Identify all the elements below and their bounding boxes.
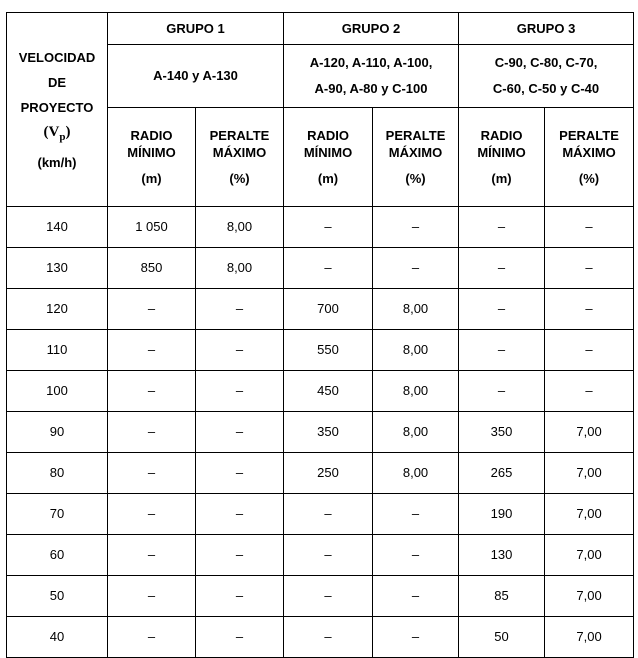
table-row — [7, 576, 634, 617]
velocidad-cell: 90 — [7, 412, 108, 453]
g2-radio-cell: 550 — [284, 330, 373, 371]
g2-peralte-cell: – — [373, 494, 459, 535]
g3-radio-cell: 130 — [459, 535, 545, 576]
g2-radio-cell: 250 — [284, 453, 373, 494]
g2-radio-cell: 450 — [284, 371, 373, 412]
table-row — [7, 207, 634, 248]
radio-header: RADIO MÍNIMO (m) — [108, 108, 196, 207]
g3-peralte-cell: 7,00 — [545, 412, 634, 453]
g2-peralte-cell: 8,00 — [373, 371, 459, 412]
table-row — [7, 248, 634, 289]
g3-radio-cell: – — [459, 248, 545, 289]
g1-peralte-cell: – — [196, 617, 284, 658]
g1-radio-cell: – — [108, 535, 196, 576]
g3-peralte-cell: 7,00 — [545, 617, 634, 658]
g1-radio-cell: – — [108, 289, 196, 330]
g1-peralte-cell: – — [196, 371, 284, 412]
table-row — [7, 330, 634, 371]
g1-radio-cell: – — [108, 453, 196, 494]
g1-peralte-cell: 8,00 — [196, 248, 284, 289]
table-row — [7, 412, 634, 453]
table-row — [7, 371, 634, 412]
g1-radio-cell: – — [108, 494, 196, 535]
g2-radio-cell: 350 — [284, 412, 373, 453]
g1-peralte-cell: – — [196, 330, 284, 371]
velocidad-cell: 140 — [7, 207, 108, 248]
velocidad-cell: 100 — [7, 371, 108, 412]
g1-peralte-cell: – — [196, 412, 284, 453]
g1-peralte-cell: – — [196, 494, 284, 535]
group-1-header: GRUPO 1 — [108, 13, 284, 45]
velocidad-cell: 70 — [7, 494, 108, 535]
g2-peralte-cell: 8,00 — [373, 453, 459, 494]
radius-superelevation-table — [6, 12, 634, 658]
velocidad-cell: 130 — [7, 248, 108, 289]
table-row — [7, 494, 634, 535]
group-2-classes: A-120, A-110, A-100, A-90, A-80 y C-100 — [284, 45, 459, 108]
g2-peralte-cell: 8,00 — [373, 289, 459, 330]
velocidad-header-cell — [7, 13, 108, 207]
g3-radio-cell: 265 — [459, 453, 545, 494]
g2-radio-cell: – — [284, 248, 373, 289]
table-row — [7, 535, 634, 576]
velocidad-label: VELOCIDAD — [18, 49, 96, 65]
radio-header: RADIO MÍNIMO (m) — [459, 108, 545, 207]
g3-peralte-cell: 7,00 — [545, 535, 634, 576]
g1-peralte-cell: – — [196, 453, 284, 494]
velocidad-cell: 60 — [7, 535, 108, 576]
g2-radio-cell: 700 — [284, 289, 373, 330]
g2-peralte-cell: – — [373, 535, 459, 576]
g1-radio-cell: – — [108, 330, 196, 371]
g3-peralte-cell: 7,00 — [545, 453, 634, 494]
group-3-header: GRUPO 3 — [459, 13, 634, 45]
peralte-header: PERALTE MÁXIMO (%) — [373, 108, 459, 207]
g3-peralte-cell: – — [545, 289, 634, 330]
g2-peralte-cell: – — [373, 248, 459, 289]
g3-peralte-cell: 7,00 — [545, 494, 634, 535]
g3-peralte-cell: – — [545, 207, 634, 248]
table-body — [7, 207, 634, 658]
group-3-classes: C-90, C-80, C-70, C-60, C-50 y C-40 — [459, 45, 634, 108]
table-row — [7, 453, 634, 494]
g2-peralte-cell: 8,00 — [373, 412, 459, 453]
g3-peralte-cell: – — [545, 330, 634, 371]
g3-radio-cell: – — [459, 207, 545, 248]
group-2-header: GRUPO 2 — [284, 13, 459, 45]
g3-radio-cell: 190 — [459, 494, 545, 535]
g3-peralte-cell: – — [545, 248, 634, 289]
velocity-symbol: $(V_p)$ — [43, 123, 71, 143]
velocidad-cell: 40 — [7, 617, 108, 658]
group-1-classes: A-140 y A-130 — [108, 45, 284, 108]
g2-radio-cell: – — [284, 494, 373, 535]
peralte-header: PERALTE MÁXIMO (%) — [196, 108, 284, 207]
g2-radio-cell: – — [284, 535, 373, 576]
table-header — [7, 13, 634, 207]
g1-radio-cell: 850 — [108, 248, 196, 289]
velocidad-cell: 80 — [7, 453, 108, 494]
velocidad-cell: 110 — [7, 330, 108, 371]
proyecto-label: PROYECTO — [20, 99, 94, 115]
g2-peralte-cell: 8,00 — [373, 330, 459, 371]
g1-radio-cell: – — [108, 371, 196, 412]
g1-radio-cell: – — [108, 576, 196, 617]
g1-peralte-cell: – — [196, 576, 284, 617]
de-label: DE — [47, 74, 67, 90]
peralte-header: PERALTE MÁXIMO (%) — [545, 108, 634, 207]
g1-radio-cell: – — [108, 617, 196, 658]
g2-peralte-cell: – — [373, 576, 459, 617]
g1-radio-cell: 1 050 — [108, 207, 196, 248]
g3-radio-cell: – — [459, 330, 545, 371]
g3-radio-cell: 85 — [459, 576, 545, 617]
g1-radio-cell: – — [108, 412, 196, 453]
table-row — [7, 289, 634, 330]
g3-peralte-cell: 7,00 — [545, 576, 634, 617]
g3-radio-cell: 350 — [459, 412, 545, 453]
g2-radio-cell: – — [284, 617, 373, 658]
velocidad-cell: 120 — [7, 289, 108, 330]
g3-peralte-cell: – — [545, 371, 634, 412]
g2-peralte-cell: – — [373, 617, 459, 658]
g1-peralte-cell: – — [196, 289, 284, 330]
g1-peralte-cell: 8,00 — [196, 207, 284, 248]
g3-radio-cell: – — [459, 289, 545, 330]
g2-radio-cell: – — [284, 207, 373, 248]
table-row — [7, 617, 634, 658]
g3-radio-cell: – — [459, 371, 545, 412]
velocidad-unit: (km/h) — [37, 154, 77, 170]
g2-radio-cell: – — [284, 576, 373, 617]
g1-peralte-cell: – — [196, 535, 284, 576]
g3-radio-cell: 50 — [459, 617, 545, 658]
radio-header: RADIO MÍNIMO (m) — [284, 108, 373, 207]
g2-peralte-cell: – — [373, 207, 459, 248]
velocidad-cell: 50 — [7, 576, 108, 617]
